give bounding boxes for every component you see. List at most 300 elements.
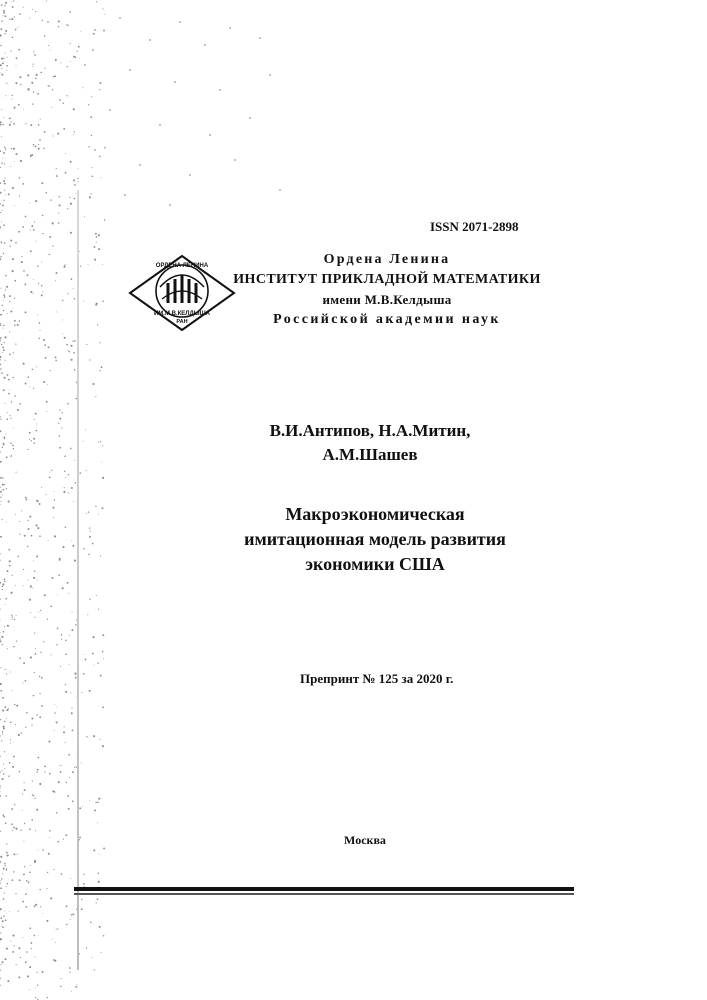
noise-dot <box>0 639 1 640</box>
noise-dot <box>78 46 80 48</box>
noise-dot <box>48 540 49 541</box>
noise-dot <box>18 910 19 911</box>
noise-dot <box>35 798 36 799</box>
noise-dot <box>23 662 25 664</box>
noise-dot <box>66 905 68 907</box>
noise-dot <box>50 605 52 607</box>
noise-dot <box>69 967 71 969</box>
noise-dot <box>96 236 98 238</box>
noise-dot <box>0 861 1 863</box>
noise-dot <box>35 956 36 957</box>
noise-dot <box>81 762 82 763</box>
noise-dot <box>31 82 33 84</box>
noise-dot <box>27 88 29 90</box>
noise-dot <box>2 519 3 520</box>
noise-dot <box>7 980 9 982</box>
noise-dot <box>61 427 62 428</box>
noise-dot <box>0 34 2 36</box>
noise-dot <box>0 45 2 47</box>
noise-dot <box>0 416 1 418</box>
noise-dot <box>73 914 75 916</box>
logo-text-ran: РАН <box>176 319 188 325</box>
noise-dot <box>0 212 1 213</box>
noise-dot <box>44 771 45 772</box>
noise-dot <box>52 507 54 509</box>
noise-dot <box>7 570 9 572</box>
noise-dot <box>12 445 14 447</box>
noise-dot <box>54 869 55 870</box>
noise-dot <box>15 242 17 244</box>
noise-dot <box>20 84 21 85</box>
institute-name-line: ИНСТИТУТ ПРИКЛАДНОЙ МАТЕМАТИКИ <box>233 272 541 287</box>
noise-dot <box>1 740 2 741</box>
noise-dot <box>37 769 39 771</box>
noise-dot <box>4 163 5 164</box>
noise-dot <box>62 546 64 548</box>
noise-dot <box>46 888 47 889</box>
noise-dot <box>38 124 40 126</box>
noise-dot <box>2 489 4 491</box>
noise-dot <box>60 62 61 63</box>
noise-dot <box>71 359 73 361</box>
noise-dot <box>32 780 33 781</box>
noise-dot <box>22 937 23 938</box>
noise-dot <box>1 136 2 137</box>
noise-dot <box>88 104 89 105</box>
noise-dot <box>102 445 103 446</box>
noise-dot <box>44 68 45 69</box>
noise-dot <box>100 739 101 740</box>
noise-dot <box>56 721 58 723</box>
noise-dot <box>46 401 48 403</box>
noise-dot <box>103 847 105 849</box>
noise-dot <box>0 192 2 194</box>
noise-dot <box>0 719 1 720</box>
noise-dot <box>56 929 57 930</box>
noise-dot <box>36 771 38 773</box>
noise-dot <box>11 808 13 810</box>
noise-dot <box>25 311 27 313</box>
noise-dot <box>82 806 83 807</box>
bottom-rule-shadow <box>74 893 574 895</box>
noise-dot <box>65 654 67 656</box>
noise-dot <box>4 190 5 191</box>
noise-dot <box>74 767 75 768</box>
noise-dot <box>0 831 1 832</box>
noise-dot <box>7 883 9 885</box>
noise-dot <box>73 179 75 181</box>
noise-dot <box>3 300 4 301</box>
noise-dot <box>80 265 81 266</box>
noise-dot <box>29 871 31 873</box>
noise-dot <box>34 860 36 862</box>
noise-dot <box>1 926 2 927</box>
noise-dot <box>68 593 69 594</box>
noise-dot <box>48 85 49 86</box>
noise-dot <box>97 801 99 803</box>
noise-dot <box>6 70 7 71</box>
noise-dot <box>42 233 43 234</box>
noise-dot <box>4 33 5 34</box>
institute-header <box>222 250 552 330</box>
noise-dot <box>57 928 58 929</box>
noise-dot <box>73 288 74 289</box>
noise-dot <box>40 72 42 74</box>
noise-dot <box>80 31 81 32</box>
noise-dot <box>15 514 16 515</box>
noise-dot <box>67 208 68 209</box>
noise-dot <box>51 939 52 940</box>
noise-dot <box>97 822 98 823</box>
noise-dot <box>0 786 1 787</box>
noise-dot <box>58 20 60 22</box>
noise-dot <box>88 553 90 555</box>
noise-dot <box>7 313 8 314</box>
noise-dot <box>14 324 16 326</box>
noise-dot <box>79 58 80 59</box>
noise-dot <box>71 278 73 280</box>
noise-dot <box>0 491 2 493</box>
noise-dot <box>73 501 74 502</box>
noise-dot <box>61 634 63 636</box>
noise-dot <box>2 710 4 712</box>
noise-dot <box>83 673 85 675</box>
noise-dot <box>100 177 101 178</box>
noise-dot <box>3 728 5 730</box>
noise-dot <box>67 403 69 405</box>
noise-dot <box>23 7 24 8</box>
noise-dot <box>55 59 57 61</box>
noise-dot <box>98 798 100 800</box>
noise-dot <box>3 773 5 775</box>
noise-dot <box>29 203 30 204</box>
noise-dot <box>39 503 41 505</box>
noise-dot <box>2 586 4 588</box>
noise-dot <box>98 442 99 443</box>
noise-dot <box>59 447 61 449</box>
noise-dot <box>20 957 21 958</box>
noise-dot <box>2 589 3 590</box>
noise-dot <box>3 349 5 351</box>
noise-dot <box>2 477 3 478</box>
noise-dot <box>0 690 2 692</box>
logo-text-bottom: ИМ.М.В.КЕЛДЫША <box>153 311 211 317</box>
noise-dot <box>2 447 3 448</box>
noise-dot <box>102 9 103 10</box>
noise-dot <box>14 619 16 621</box>
noise-dot <box>3 816 5 818</box>
noise-dot <box>53 135 54 136</box>
noise-dot <box>36 714 38 716</box>
noise-dot <box>90 531 91 532</box>
noise-dot <box>4 164 5 165</box>
noise-dot <box>8 193 10 195</box>
noise-dot <box>53 959 55 961</box>
noise-dot <box>35 78 37 80</box>
noise-dot <box>15 205 16 206</box>
logo-text-top: ОРДЕНА ЛЕНИНА <box>155 263 209 269</box>
noise-dot <box>39 716 41 718</box>
noise-dot <box>35 997 36 998</box>
noise-dot <box>4 336 6 338</box>
noise-dot <box>23 585 24 586</box>
noise-dot <box>47 384 48 385</box>
noise-dot <box>25 726 26 727</box>
institute-named-line: имени М.В.Келдыша <box>322 292 452 307</box>
noise-dot <box>6 852 8 854</box>
noise-dot <box>10 941 11 942</box>
noise-dot <box>62 333 63 334</box>
noise-dot <box>29 828 31 830</box>
noise-dot <box>0 226 1 228</box>
noise-dot <box>93 849 95 851</box>
noise-dot <box>0 461 2 463</box>
noise-dot <box>6 844 7 845</box>
noise-dot <box>0 337 2 339</box>
noise-dot <box>60 771 62 773</box>
noise-dot <box>73 198 75 200</box>
noise-dot <box>45 357 47 359</box>
noise-dot <box>35 145 37 147</box>
noise-dot <box>40 119 41 120</box>
institute-order-line: Ордена Ленина <box>323 252 451 267</box>
noise-dot <box>73 56 75 58</box>
noise-dot <box>1 242 3 244</box>
noise-dot <box>23 363 25 365</box>
noise-dot <box>14 395 15 396</box>
noise-dot <box>0 880 1 881</box>
noise-dot <box>0 419 1 420</box>
noise-dot <box>98 873 100 875</box>
noise-dot <box>12 617 13 618</box>
noise-dot <box>58 222 60 224</box>
noise-dot <box>100 555 101 556</box>
noise-dot <box>19 879 21 881</box>
noise-dot <box>4 911 5 912</box>
noise-dot <box>87 614 88 615</box>
noise-dot <box>23 270 25 272</box>
noise-dot <box>1 162 2 163</box>
noise-dot <box>0 938 2 940</box>
noise-dot <box>13 871 15 873</box>
noise-dot <box>91 96 92 97</box>
noise-dot <box>14 804 15 805</box>
noise-dot <box>65 153 66 154</box>
noise-dot <box>65 172 67 174</box>
noise-dot <box>33 438 35 440</box>
noise-dot <box>22 226 24 228</box>
noise-dot <box>66 924 67 925</box>
noise-dot <box>46 494 47 495</box>
noise-dot <box>25 961 27 963</box>
noise-dot <box>60 666 61 667</box>
noise-dot <box>6 2 7 3</box>
noise-dot <box>2 204 4 206</box>
noise-dot <box>35 11 36 12</box>
noise-dot <box>78 168 79 169</box>
noise-dot <box>57 841 59 843</box>
noise-dot <box>42 291 43 292</box>
noise-dot <box>19 320 20 321</box>
noise-dot <box>13 148 15 150</box>
noise-dot <box>60 979 61 980</box>
noise-dot <box>31 819 33 821</box>
noise-dot <box>2 494 3 495</box>
noise-dot <box>38 144 39 145</box>
noise-dot <box>0 288 1 289</box>
noise-dot <box>19 521 20 522</box>
noise-dot <box>29 599 31 601</box>
noise-dot <box>71 540 72 541</box>
noise-dot <box>4 578 6 580</box>
noise-dot <box>0 368 1 369</box>
noise-dot <box>79 472 81 474</box>
noise-dot <box>16 705 18 707</box>
noise-dot <box>0 791 1 792</box>
noise-dot <box>12 37 14 39</box>
noise-dot <box>100 952 101 953</box>
noise-dot <box>40 652 41 653</box>
noise-dot <box>36 423 37 424</box>
noise-dot <box>9 565 11 567</box>
noise-dot <box>77 178 78 179</box>
noise-dot <box>34 617 35 618</box>
noise-dot <box>3 443 5 445</box>
noise-dot <box>10 722 12 724</box>
noise-dot <box>14 280 16 282</box>
noise-dot <box>0 560 1 561</box>
noise-dot <box>71 487 73 489</box>
authors-line-2: А.М.Шашев <box>322 445 418 464</box>
noise-dot <box>22 810 23 811</box>
noise-dot <box>18 556 20 558</box>
noise-dot <box>8 500 10 502</box>
noise-dot <box>22 183 24 185</box>
noise-dot <box>98 234 100 236</box>
noise-dot <box>79 953 80 954</box>
noise-dot <box>30 124 32 126</box>
noise-dot <box>21 510 22 511</box>
noise-dot <box>11 148 12 149</box>
noise-dot <box>8 708 9 709</box>
noise-dot <box>2 583 4 585</box>
noise-dot <box>16 964 17 965</box>
noise-dot <box>30 612 31 613</box>
noise-dot <box>1 68 2 69</box>
institute-academy-line: Российской академии наук <box>273 312 501 327</box>
noise-dot <box>29 386 30 387</box>
noise-dot <box>70 43 71 44</box>
noise-dot <box>99 156 101 158</box>
noise-dot <box>95 506 96 507</box>
noise-dot <box>0 788 1 789</box>
noise-dot <box>46 411 47 412</box>
noise-dot <box>19 76 21 78</box>
noise-dot <box>46 920 48 922</box>
scan-noise-left <box>0 0 110 1000</box>
noise-dot <box>63 266 65 268</box>
noise-dot <box>27 975 29 977</box>
noise-dot <box>0 887 2 889</box>
noise-dot <box>4 768 5 769</box>
noise-dot <box>13 123 15 125</box>
noise-dot <box>27 74 29 76</box>
noise-dot <box>49 236 51 238</box>
noise-dot <box>28 520 29 521</box>
noise-dot <box>15 828 17 830</box>
noise-dot <box>64 337 66 339</box>
noise-dot <box>18 734 20 736</box>
noise-dot <box>24 782 25 783</box>
noise-dot <box>27 546 28 547</box>
noise-dot <box>27 376 29 378</box>
noise-dot <box>5 822 7 824</box>
noise-dot <box>68 474 70 476</box>
noise-dot <box>14 161 15 162</box>
noise-dot <box>41 705 43 707</box>
noise-dot <box>71 629 73 631</box>
noise-dot <box>38 935 39 936</box>
noise-dot <box>64 726 65 727</box>
noise-dot <box>0 359 1 361</box>
noise-dot <box>39 676 41 678</box>
noise-dot <box>54 730 55 731</box>
noise-dot <box>59 765 60 766</box>
noise-dot <box>0 735 1 736</box>
noise-dot <box>2 778 4 780</box>
noise-dot <box>37 850 38 851</box>
noise-dot <box>64 487 65 488</box>
noise-dot <box>3 200 4 201</box>
noise-dot <box>38 283 39 284</box>
noise-dot <box>23 873 25 875</box>
noise-dot <box>0 203 1 205</box>
noise-dot <box>0 258 1 260</box>
noise-dot <box>34 571 35 572</box>
title-line-2: имитационная модель развития <box>244 529 506 549</box>
noise-dot <box>19 195 20 196</box>
noise-dot <box>69 664 70 665</box>
noise-dot <box>1 109 2 110</box>
noise-dot <box>64 455 66 457</box>
noise-dot <box>0 536 2 538</box>
noise-dot <box>52 790 54 792</box>
noise-dot <box>44 344 46 346</box>
noise-dot <box>0 356 1 358</box>
noise-dot <box>30 865 31 866</box>
noise-dot <box>41 294 43 296</box>
noise-dot <box>13 448 15 450</box>
noise-dot <box>1 4 3 6</box>
noise-dot <box>51 470 52 471</box>
page-edge-shadow <box>77 190 79 970</box>
noise-dot <box>31 948 32 949</box>
noise-dot <box>3 726 5 728</box>
noise-dot <box>93 33 95 35</box>
noise-dot <box>29 966 31 968</box>
noise-dot <box>88 146 89 147</box>
noise-dot <box>65 742 66 743</box>
noise-dot <box>43 147 45 149</box>
noise-dot <box>29 432 31 434</box>
noise-dot <box>15 82 17 84</box>
noise-dot <box>49 477 51 479</box>
noise-dot <box>83 548 85 550</box>
noise-dot <box>55 360 57 362</box>
noise-dot <box>10 50 11 51</box>
noise-dot <box>0 167 1 168</box>
noise-dot <box>1 419 2 420</box>
